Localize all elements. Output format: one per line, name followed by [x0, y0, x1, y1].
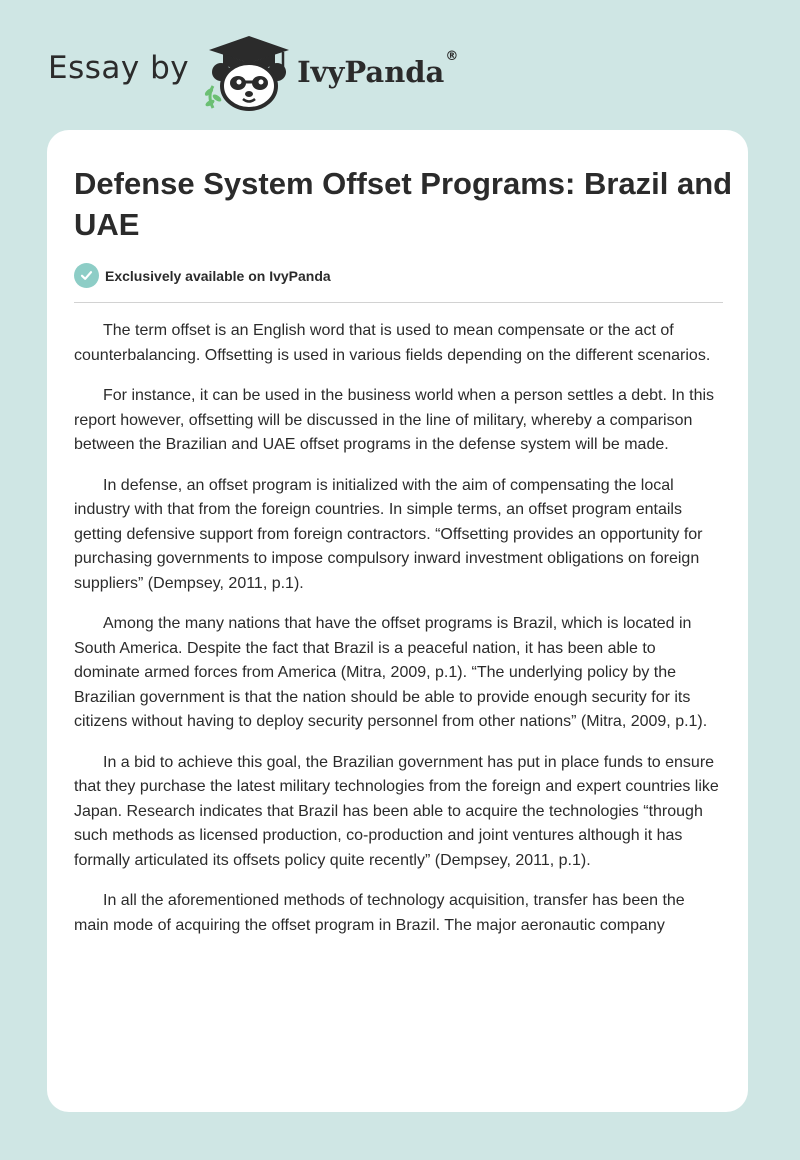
site-header-logo[interactable] [48, 32, 458, 112]
brand-name: IvyPanda® [297, 49, 459, 89]
panda-graduate-logo-icon [203, 32, 295, 112]
essay-by-label: Essay by [48, 50, 190, 86]
divider [74, 302, 723, 303]
paragraph: For instance, it can be used in the business world when a person settles a debt. In this report however, offsetting will be discussed in the line of military, whereby a comparison between the Brazilian and UAE offset programs in the defense system will be made. [74, 387, 715, 453]
paragraph: Among the many nations that have the offset programs is Brazil, which is located in South America. Despite the fact that Brazil is a peaceful nation, it has been able to dominate armed forces from America (Mitra, 2009, p.1). “The underlying policy by the Brazilian government is that the nation should be able to provide enough security for its citizens without having to deploy security personnel from other nations” (Mitra, 2009, p.1). [74, 615, 708, 730]
essay-body [74, 319, 723, 954]
paragraph: In all the aforementioned methods of technology acquisition, transfer has been the main mode of acquiring the offset program in Brazil. The major aeronautic company [74, 892, 685, 934]
essay-card [47, 130, 748, 1112]
paragraph: In a bid to achieve this goal, the Brazilian government has put in place funds to ensure that they purchase the latest military technologies from the foreign and expert countries like Japan. Research indicates that Brazil has been able to acquire the technologies “through such methods as licensed production, co-production and joint ventures although it has formally articulated its offsets policy quite recently” (Dempsey, 2011, p.1). [74, 753, 719, 869]
paragraph: The term offset is an English word that is used to mean compensate or the act of counterbalancing. Offsetting is used in various fields depending on the different scenarios. [74, 322, 711, 364]
essay-title: Defense System Offset Programs: Brazil and UAE [74, 166, 733, 242]
check-circle-icon [74, 263, 99, 288]
exclusive-label: Exclusively available on IvyPanda [105, 267, 331, 284]
registered-mark: ® [445, 49, 459, 64]
paragraph: In defense, an offset program is initialized with the aim of compensating the local industry with that from the foreign countries. In simple terms, an offset program entails getting defensive support from foreign contractors. “Offsetting provides an opportunity for purchasing governments to impose compulsory inward investment obligations on foreign suppliers” (Dempsey, 2011, p.1). [74, 476, 703, 592]
exclusive-badge [74, 263, 331, 288]
